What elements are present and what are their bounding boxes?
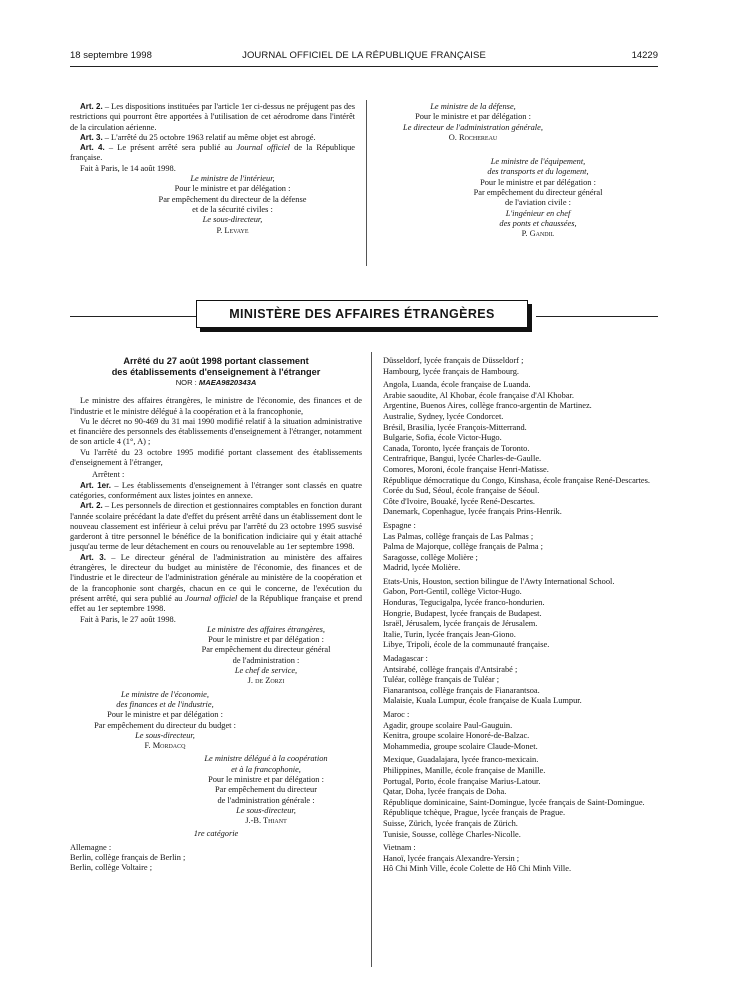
signature-cooperation [170, 754, 362, 826]
article-text: – Les dispositions instituées par l'article 1er ci-dessus ne préjugent pas des restrictions qui pourront être apportées à l'utilisation de cet aérodrome dans l'intérêt de la circulation aérienne. [70, 102, 355, 132]
signatory-empechement: et de la sécurité civiles : [192, 204, 273, 214]
list-item: Australie, Sydney, lycée Condorcet. [383, 411, 504, 421]
journal-officiel-ref: Journal officiel [236, 143, 290, 153]
arrete-article-2 [70, 501, 362, 552]
list-item: Agadir, groupe scolaire Paul-Gauguin. [383, 720, 513, 730]
signatory-role: Le sous-directeur, [236, 805, 296, 815]
prev-signature-interieur [110, 174, 355, 236]
nor-label: NOR : [175, 378, 199, 387]
list-item: Corée du Sud, Séoul, école française de Séoul. [383, 486, 540, 496]
signatory-title: Le ministre délégué à la coopération [204, 754, 328, 764]
arrete-visa-arrete: Vu l'arrêté du 23 octobre 1995 modifié portant classement des établissements d'enseignement à l'étranger, [70, 447, 362, 468]
list-item: Portugal, Porto, école française Marius-Latour. [383, 776, 541, 786]
header-date: 18 septembre 1998 [70, 50, 152, 61]
signatory-delegation: Pour le ministre et par délégation : [208, 774, 324, 784]
list-item: Hambourg, lycée français de Hambourg. [383, 366, 519, 376]
country-heading: Vietnam : [383, 843, 416, 853]
list-item: Malaisie, Kuala Lumpur, école française de Kuala Lumpur. [383, 696, 582, 706]
ministry-heading-text: MINISTÈRE DES AFFAIRES ÉTRANGÈRES [196, 300, 528, 328]
article-text: – Les personnels de direction et gestionnaires comptables en fonction durant l'année scolaire précédant la date d'effet du présent arrêté dans un établissement dont le nouveau classement est inférieur à celui prévu par l'arrêté du 23 octobre 1995 susvisé garderont à titre personnel le bénéfice de la bonification indiciaire qui y était attaché jusqu'au terme de leur détachement en cours ou renouvelable au 1er septembre 1998. [70, 501, 362, 552]
signatory-title: Le ministre de l'économie, [120, 689, 209, 699]
signatory-name: J.-B. Thiant [245, 816, 287, 826]
list-item: Bulgarie, Sofia, école Victor-Hugo. [383, 433, 502, 443]
prev-signature-equipement [433, 157, 643, 239]
ministry-heading [196, 300, 530, 332]
list-item: Danemark, Copenhague, lycée français Prins-Henrik. [383, 507, 562, 517]
list-item: Düsseldorf, lycée français de Düsseldorf ; [383, 356, 524, 365]
arretent: Arrêtent : [92, 470, 125, 480]
nor-reference [70, 378, 362, 388]
arrete-title-line2: des établissements d'enseignement à l'étranger [111, 367, 321, 377]
country-heading: Espagne : [383, 520, 416, 530]
signatory-empechement: Par empêchement du directeur du budget : [94, 720, 236, 730]
arrete-article-1 [70, 481, 362, 502]
list-item: Arabie saoudite, Al Khobar, école française d'Al Khobar. [383, 390, 574, 400]
signatory-name: J. de Zorzi [247, 676, 285, 686]
list-item: Etats-Unis, Houston, section bilingue de l'Awty International School. [383, 576, 615, 586]
list-item: Honduras, Tegucigalpa, lycée franco-hondurien. [383, 598, 545, 608]
signatory-delegation: Pour le ministre et par délégation : [174, 184, 291, 194]
column-divider [371, 352, 372, 967]
journal-officiel-ref: Journal officiel [185, 593, 238, 603]
prev-fait: Fait à Paris, le 14 août 1998. [80, 163, 176, 173]
signatory-role: Le chef de service, [234, 666, 298, 676]
list-item: Brésil, Brasilia, lycée François-Mitterrand. [383, 422, 527, 432]
article-label: Art. 2. [80, 501, 103, 511]
signatory-title: Le ministre des affaires étrangères, [207, 624, 325, 634]
signatory-delegation: Pour le ministre et par délégation : [107, 710, 223, 720]
list-item: Tuléar, collège français de Tuléar ; [383, 675, 500, 685]
list-item: Italie, Turin, lycée français Jean-Giono. [383, 629, 516, 639]
prev-article-3 [70, 133, 355, 143]
signatory-empechement: Par empêchement du directeur général [201, 645, 331, 655]
establishment-list [383, 356, 659, 875]
article-label: Art. 2. [80, 102, 103, 111]
nor-code: MAEA9820343A [198, 378, 257, 387]
signatory-title: Le ministre de l'intérieur, [190, 174, 275, 184]
list-item: Angola, Luanda, école française de Luanda. [383, 380, 531, 390]
arrete-visa-decret: Vu le décret no 90-469 du 31 mai 1990 modifié relatif à la situation administrative et financière des personnels des établissements d'enseignement à l'étranger, notamment de son article 4 (1°, A) ; [70, 416, 362, 447]
header-journal-title: JOURNAL OFFICIEL DE LA RÉPUBLIQUE FRANÇAISE [242, 50, 486, 61]
header-page-number: 14229 [631, 50, 658, 61]
article-label: Art. 4. [80, 143, 105, 153]
list-item: Hô Chi Minh Ville, école Colette de Hô Chi Minh Ville. [383, 864, 572, 874]
article-label: Art. 1er. [80, 480, 112, 490]
list-item: Mohammedia, groupe scolaire Claude-Monet. [383, 741, 538, 751]
signatory-role: L'ingénieur en chef [505, 208, 571, 218]
country-heading: Maroc : [383, 710, 410, 719]
list-item: Antsirabé, collège français d'Antsirabé ; [383, 664, 518, 674]
list-item: Argentine, Buenos Aires, collège franco-argentin de Martinez. [383, 401, 592, 411]
signatory-title: et à la francophonie, [231, 764, 301, 774]
signatory-role: Le sous-directeur, [135, 730, 195, 740]
signatory-delegation: Pour le ministre et par délégation : [480, 177, 596, 187]
list-item: Centrafrique, Bangui, lycée Charles-de-Gaulle. [383, 454, 542, 464]
prev-signature-defense [373, 102, 573, 143]
list-item: Gabon, Port-Gentil, collège Victor-Hugo. [383, 587, 522, 597]
signatory-empechement: de l'administration : [232, 655, 300, 665]
list-item: Israël, Jérusalem, lycée français de Jérusalem. [383, 619, 538, 629]
article-text: – L'arrêté du 25 octobre 1963 relatif au même objet est abrogé. [104, 132, 316, 142]
list-item: Tunisie, Sousse, collège Charles-Nicolle. [383, 829, 521, 839]
signatory-name: O. Rochereau [448, 132, 498, 142]
list-item: Madrid, lycée Molière. [383, 563, 461, 573]
list-item: Berlin, collège Voltaire ; [70, 863, 153, 873]
signatory-role: Le sous-directeur, [202, 215, 263, 225]
signatory-name: P. Gandil [521, 229, 555, 239]
prev-article-2 [70, 102, 355, 133]
article-label: Art. 3. [80, 132, 103, 142]
list-item: Las Palmas, collège français de Las Palmas ; [383, 531, 534, 541]
list-item: Comores, Moroni, école française Henri-Matisse. [383, 464, 549, 474]
column-divider [366, 100, 367, 266]
signatory-empechement: Par empêchement du directeur général [473, 188, 603, 198]
signatory-empechement: Par empêchement du directeur [214, 785, 318, 795]
list-item: Mexique, Guadalajara, lycée franco-mexicain. [383, 755, 539, 765]
list-item: Libye, Tripoli, école de la communauté française. [383, 640, 550, 650]
prev-left-column [70, 102, 355, 236]
arrete-article-3 [70, 553, 362, 615]
article-text: de la République française et prend effet au 1er septembre 1998. [70, 593, 363, 614]
country-allemagne: Allemagne : [70, 842, 112, 852]
signatory-title: des finances et de l'industrie, [116, 699, 214, 709]
signatory-name: F. Mordacq [144, 741, 186, 751]
header-rule [70, 66, 658, 67]
list-item: Qatar, Doha, lycée français de Doha. [383, 787, 507, 797]
signatory-title: Le ministre de l'équipement, [490, 157, 586, 167]
list-item: Hanoï, lycée français Alexandre-Yersin ; [383, 853, 520, 863]
page-header [70, 50, 658, 64]
list-item: République démocratique du Congo, Kinshasa, école française René-Descartes. [383, 475, 650, 485]
arrete-title-line1: Arrêté du 27 août 1998 portant classement [123, 356, 309, 366]
article-label: Art. 3. [80, 552, 106, 562]
list-item: Canada, Toronto, lycée français de Toronto. [383, 443, 530, 453]
list-item: Fianarantsoa, collège français de Fianarantsoa. [383, 685, 540, 695]
signatory-name: P. Levaye [216, 225, 249, 235]
article-text: de la République française. [70, 143, 356, 163]
article-text: – Les établissements d'enseignement à l'étranger sont classés en quatre catégories, conformément aux listes jointes en annexe. [70, 480, 362, 500]
arrete-left-column [70, 356, 362, 874]
list-item: République dominicaine, Saint-Domingue, lycée français de Saint-Domingue. [383, 797, 645, 807]
signatory-title: Le ministre de la défense, [430, 102, 516, 111]
list-item: Berlin, collège français de Berlin ; [70, 853, 186, 863]
signatory-empechement: Par empêchement du directeur de la défense [158, 194, 307, 204]
arrete-fait: Fait à Paris, le 27 août 1998. [80, 614, 176, 624]
list-item: République tchèque, Prague, lycée français de Prague. [383, 808, 566, 818]
list-item: Palma de Majorque, collège français de Palma ; [383, 542, 543, 552]
signatory-empechement: de l'administration générale : [217, 795, 315, 805]
list-item: Kenitra, groupe scolaire Honoré-de-Balzac. [383, 731, 530, 741]
article-text: – Le présent arrêté sera publié au [108, 143, 237, 153]
list-item: Côte d'Ivoire, Bouaké, lycée René-Descartes. [383, 496, 535, 506]
signatory-empechement: de l'aviation civile : [505, 198, 571, 208]
signatory-delegation: Pour le ministre et par délégation : [208, 635, 324, 645]
arrete-preamble: Le ministre des affaires étrangères, le ministre de l'économie, des finances et de l'industrie et le ministre délégué à la coopération et à la francophonie, [70, 396, 362, 416]
prev-right-column [373, 102, 658, 240]
country-heading: Madagascar : [383, 654, 428, 664]
signatory-title: des transports et du logement, [487, 167, 589, 177]
list-item: Hongrie, Budapest, lycée français de Budapest. [383, 608, 542, 618]
category-heading: 1re catégorie [193, 829, 239, 839]
signature-economie [70, 690, 260, 752]
signatory-delegation: Pour le ministre et par délégation : [415, 112, 531, 122]
heading-rule-right [536, 316, 658, 317]
signatory-role: des ponts et chaussées, [499, 218, 577, 228]
heading-rule-left [70, 316, 196, 317]
signature-affaires-etrangeres [170, 625, 362, 687]
list-item: Suisse, Zürich, lycée français de Zürich. [383, 818, 518, 828]
signatory-role: Le directeur de l'administration générale, [403, 122, 543, 132]
list-item: Philippines, Manille, école française de Manille. [383, 765, 546, 775]
article-text: – Le directeur général de l'administration au ministère des affaires étrangères, le directeur du budget au ministère de l'économie, des finances et de l'industrie et le directeur de l'administration générale au ministère de la coopération et de la francophonie sont chargés, chacun en ce qui le concerne, de l'exécution du présent arrêté, qui sera publié au [70, 552, 363, 603]
list-item: Saragosse, collège Molière ; [383, 552, 478, 562]
prev-article-4 [70, 143, 355, 164]
